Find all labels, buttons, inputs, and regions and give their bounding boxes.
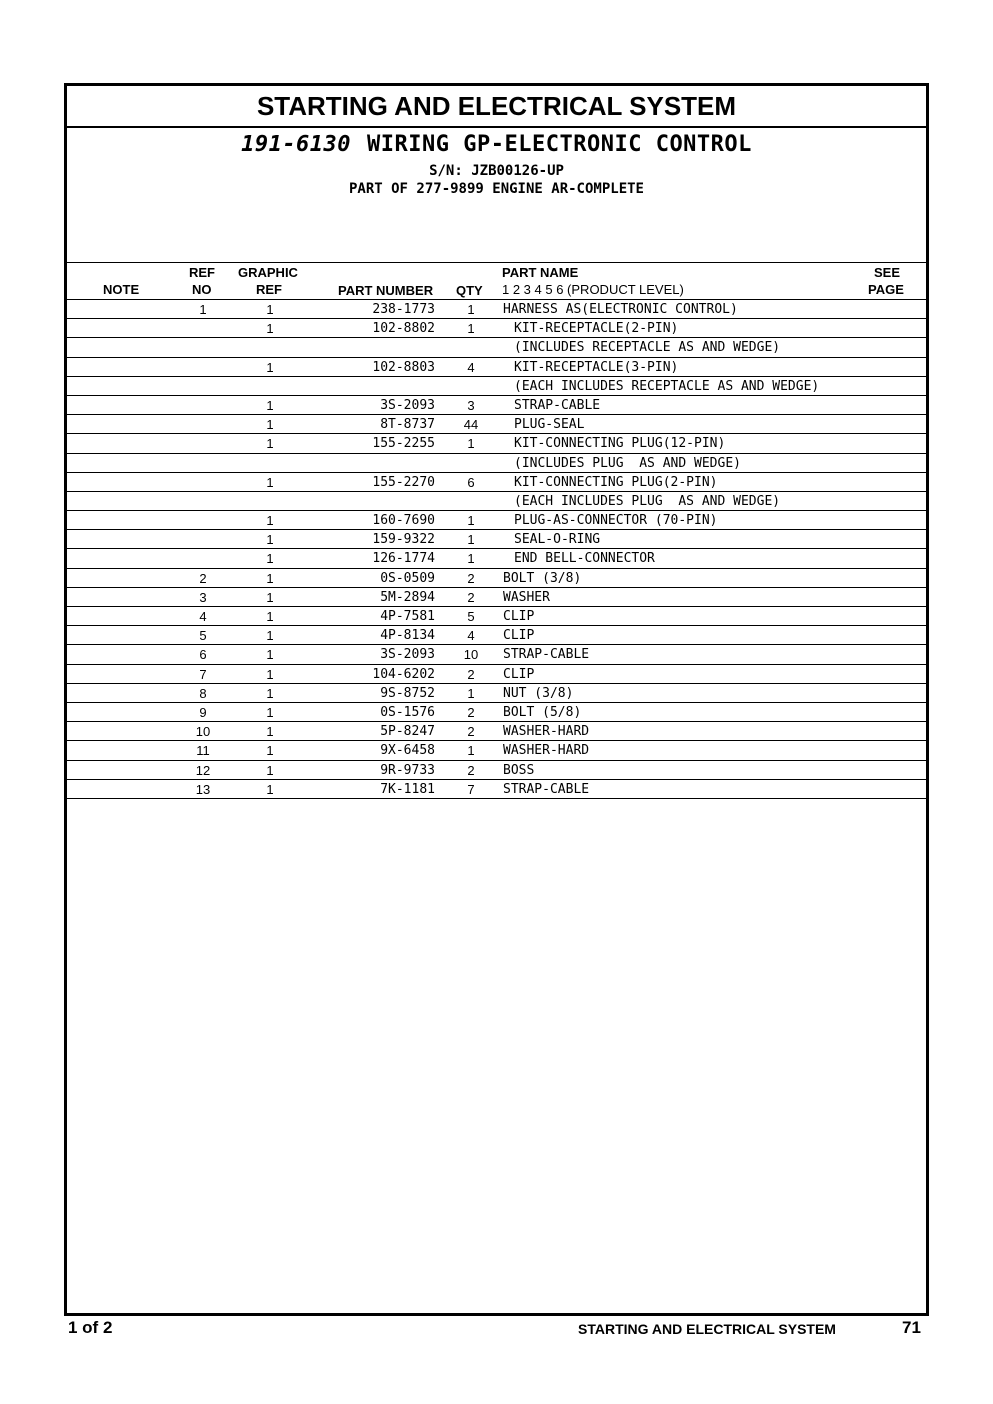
part-number-cell: 5P-8247 xyxy=(380,724,435,740)
part-number-cell: 3S-2093 xyxy=(380,397,435,413)
col-part-number: PART NUMBER xyxy=(338,283,434,298)
section-title: STARTING AND ELECTRICAL SYSTEM xyxy=(67,86,926,128)
ref-no-cell: 10 xyxy=(195,724,211,740)
graphic-ref-cell: 1 xyxy=(266,781,274,797)
part-name-cell: CLIP xyxy=(503,609,535,624)
table-row xyxy=(67,684,926,703)
part-name-cell: STRAP-CABLE xyxy=(503,647,590,663)
graphic-ref-cell: 1 xyxy=(266,685,274,701)
qty-cell: 1 xyxy=(467,436,475,452)
part-number-cell: 155-2255 xyxy=(372,436,435,452)
part-number-cell: 3S-2093 xyxy=(380,647,435,663)
table-row xyxy=(67,434,926,453)
graphic-ref-cell: 1 xyxy=(266,743,274,759)
part-number-cell: 9X-6458 xyxy=(380,743,435,759)
table-row xyxy=(67,607,926,626)
part-name-cell: CLIP xyxy=(503,628,535,644)
part-name-cell: KIT-CONNECTING PLUG(12-PIN) xyxy=(514,436,726,452)
qty-cell: 2 xyxy=(467,666,475,682)
graphic-ref-cell: 1 xyxy=(266,704,274,720)
part-number-cell: 0S-0509 xyxy=(380,570,435,586)
ref-no-cell: 8 xyxy=(199,685,207,701)
table-row xyxy=(67,415,926,434)
table-row xyxy=(67,626,926,645)
graphic-ref-cell: 1 xyxy=(266,532,274,548)
graphic-ref-cell: 1 xyxy=(266,321,274,337)
graphic-ref-cell: 1 xyxy=(266,397,274,413)
part-name-cell: KIT-RECEPTACLE(2-PIN) xyxy=(514,321,679,337)
part-number-cell: 102-8803 xyxy=(372,359,435,375)
column-headers xyxy=(67,263,926,300)
part-name-cell: BOSS xyxy=(503,762,535,778)
qty-cell: 7 xyxy=(467,781,475,797)
col-ref-no-line1: REF xyxy=(189,265,215,280)
parts-list-frame xyxy=(64,83,929,1316)
graphic-ref-cell: 1 xyxy=(266,570,274,586)
table-row xyxy=(67,665,926,684)
graphic-ref-cell: 1 xyxy=(266,302,274,317)
parts-table-body xyxy=(67,300,926,799)
col-ref-no-line2: NO xyxy=(192,282,212,297)
graphic-ref-cell: 1 xyxy=(266,666,274,682)
ref-no-cell: 12 xyxy=(195,762,211,778)
part-number-cell: 8T-8737 xyxy=(380,417,435,433)
qty-cell: 1 xyxy=(467,302,475,317)
graphic-ref-cell: 1 xyxy=(266,762,274,778)
part-name-cell: (INCLUDES RECEPTACLE AS AND WEDGE) xyxy=(514,340,781,356)
qty-cell: 2 xyxy=(467,589,475,605)
qty-cell: 44 xyxy=(463,417,479,433)
qty-cell: 10 xyxy=(463,647,479,663)
table-row xyxy=(67,722,926,741)
qty-cell: 4 xyxy=(467,628,475,644)
qty-cell: 1 xyxy=(467,513,475,529)
table-row xyxy=(67,338,926,357)
serial-number: S/N: JZB00126-UP xyxy=(429,163,564,179)
col-see-page-line1: SEE xyxy=(874,265,901,280)
graphic-ref-cell: 1 xyxy=(266,436,274,452)
group-description: WIRING GP-ELECTRONIC CONTROL xyxy=(367,132,752,157)
ref-no-cell: 2 xyxy=(199,570,207,586)
qty-cell: 6 xyxy=(467,474,475,490)
graphic-ref-cell: 1 xyxy=(266,359,274,375)
ref-no-cell: 1 xyxy=(199,302,207,317)
part-number-cell: 126-1774 xyxy=(372,551,435,567)
col-graphic-ref-line1: GRAPHIC xyxy=(238,265,298,280)
table-row xyxy=(67,703,926,722)
col-part-name-line2: 1 2 3 4 5 6 (PRODUCT LEVEL) xyxy=(502,282,684,297)
group-header xyxy=(67,128,926,263)
ref-no-cell: 4 xyxy=(199,609,207,624)
qty-cell: 1 xyxy=(467,532,475,548)
qty-cell: 3 xyxy=(467,397,475,413)
qty-cell: 2 xyxy=(467,762,475,778)
col-note: NOTE xyxy=(103,282,140,297)
ref-no-cell: 13 xyxy=(195,781,211,797)
col-see-page-line2: PAGE xyxy=(868,282,904,297)
graphic-ref-cell: 1 xyxy=(266,513,274,529)
part-number-cell: 7K-1181 xyxy=(380,781,435,797)
table-row xyxy=(67,741,926,760)
part-name-cell: (EACH INCLUDES PLUG AS AND WEDGE) xyxy=(514,493,781,509)
table-row xyxy=(67,492,926,511)
graphic-ref-cell: 1 xyxy=(266,724,274,740)
qty-cell: 1 xyxy=(467,321,475,337)
graphic-ref-cell: 1 xyxy=(266,417,274,433)
table-row xyxy=(67,358,926,377)
part-name-cell: SEAL-O-RING xyxy=(514,532,601,548)
graphic-ref-cell: 1 xyxy=(266,551,274,567)
graphic-ref-cell: 1 xyxy=(266,474,274,490)
ref-no-cell: 7 xyxy=(199,666,207,682)
part-number-cell: 159-9322 xyxy=(372,532,435,548)
part-number-cell: 5M-2894 xyxy=(380,589,435,605)
group-title-line xyxy=(67,132,926,157)
col-graphic-ref-line2: REF xyxy=(256,282,282,297)
qty-cell: 2 xyxy=(467,704,475,720)
table-row xyxy=(67,454,926,473)
graphic-ref-cell: 1 xyxy=(266,589,274,605)
part-name-cell: BOLT (3/8) xyxy=(503,570,582,586)
part-number-cell: 4P-8134 xyxy=(380,628,435,644)
ref-no-cell: 9 xyxy=(199,704,207,720)
part-number-cell: 0S-1576 xyxy=(380,704,435,720)
ref-no-cell: 5 xyxy=(199,628,207,644)
table-row xyxy=(67,549,926,568)
sheet-indicator: 1 of 2 xyxy=(68,1318,113,1337)
col-qty: QTY xyxy=(456,283,483,298)
qty-cell: 2 xyxy=(467,570,475,586)
qty-cell: 1 xyxy=(467,551,475,567)
ref-no-cell: 3 xyxy=(199,589,207,605)
part-name-cell: WASHER xyxy=(503,589,550,605)
qty-cell: 2 xyxy=(467,724,475,740)
table-row xyxy=(67,473,926,492)
graphic-ref-cell: 1 xyxy=(266,609,274,624)
part-name-cell: (INCLUDES PLUG AS AND WEDGE) xyxy=(514,455,741,471)
part-number-cell: 102-8802 xyxy=(372,321,435,337)
table-row xyxy=(67,588,926,607)
part-number-cell: 155-2270 xyxy=(372,474,435,490)
part-number-cell: 9S-8752 xyxy=(380,685,435,701)
table-row xyxy=(67,645,926,664)
table-row xyxy=(67,761,926,780)
part-name-cell: KIT-CONNECTING PLUG(2-PIN) xyxy=(514,474,718,490)
footer-section-title: STARTING AND ELECTRICAL SYSTEM xyxy=(578,1321,836,1337)
table-row xyxy=(67,569,926,588)
part-name-cell: WASHER-HARD xyxy=(503,743,590,759)
table-row xyxy=(67,377,926,396)
ref-no-cell: 6 xyxy=(199,647,207,663)
qty-cell: 1 xyxy=(467,743,475,759)
part-name-cell: (EACH INCLUDES RECEPTACLE AS AND WEDGE) xyxy=(514,378,820,394)
part-of-line: PART OF 277-9899 ENGINE AR-COMPLETE xyxy=(348,181,644,197)
part-name-cell: PLUG-SEAL xyxy=(514,417,585,433)
group-part-number: 191-6130 xyxy=(241,132,352,157)
part-number-cell: 9R-9733 xyxy=(380,762,435,778)
table-row xyxy=(67,511,926,530)
page-number: 71 xyxy=(902,1318,921,1337)
part-name-cell: END BELL-CONNECTOR xyxy=(514,551,655,567)
table-row xyxy=(67,300,926,319)
ref-no-cell: 11 xyxy=(196,743,210,759)
part-name-cell: STRAP-CABLE xyxy=(514,397,601,413)
part-name-cell: KIT-RECEPTACLE(3-PIN) xyxy=(514,359,679,375)
part-name-cell: PLUG-AS-CONNECTOR (70-PIN) xyxy=(514,513,718,529)
graphic-ref-cell: 1 xyxy=(266,647,274,663)
qty-cell: 5 xyxy=(467,609,475,624)
table-row xyxy=(67,530,926,549)
table-row xyxy=(67,319,926,338)
part-name-cell: NUT (3/8) xyxy=(503,685,574,701)
part-number-cell: 238-1773 xyxy=(372,302,435,317)
part-name-cell: WASHER-HARD xyxy=(503,724,590,740)
graphic-ref-cell: 1 xyxy=(266,628,274,644)
part-name-cell: STRAP-CABLE xyxy=(503,781,590,797)
qty-cell: 1 xyxy=(467,685,475,701)
qty-cell: 4 xyxy=(467,359,475,375)
part-name-cell: BOLT (5/8) xyxy=(503,704,582,720)
part-number-cell: 104-6202 xyxy=(372,666,435,682)
part-name-cell: HARNESS AS(ELECTRONIC CONTROL) xyxy=(503,302,738,317)
part-name-cell: CLIP xyxy=(503,666,535,682)
part-number-cell: 160-7690 xyxy=(372,513,435,529)
part-number-cell: 4P-7581 xyxy=(380,609,435,624)
table-row xyxy=(67,780,926,799)
table-row xyxy=(67,396,926,415)
col-part-name-line1: PART NAME xyxy=(502,265,579,280)
